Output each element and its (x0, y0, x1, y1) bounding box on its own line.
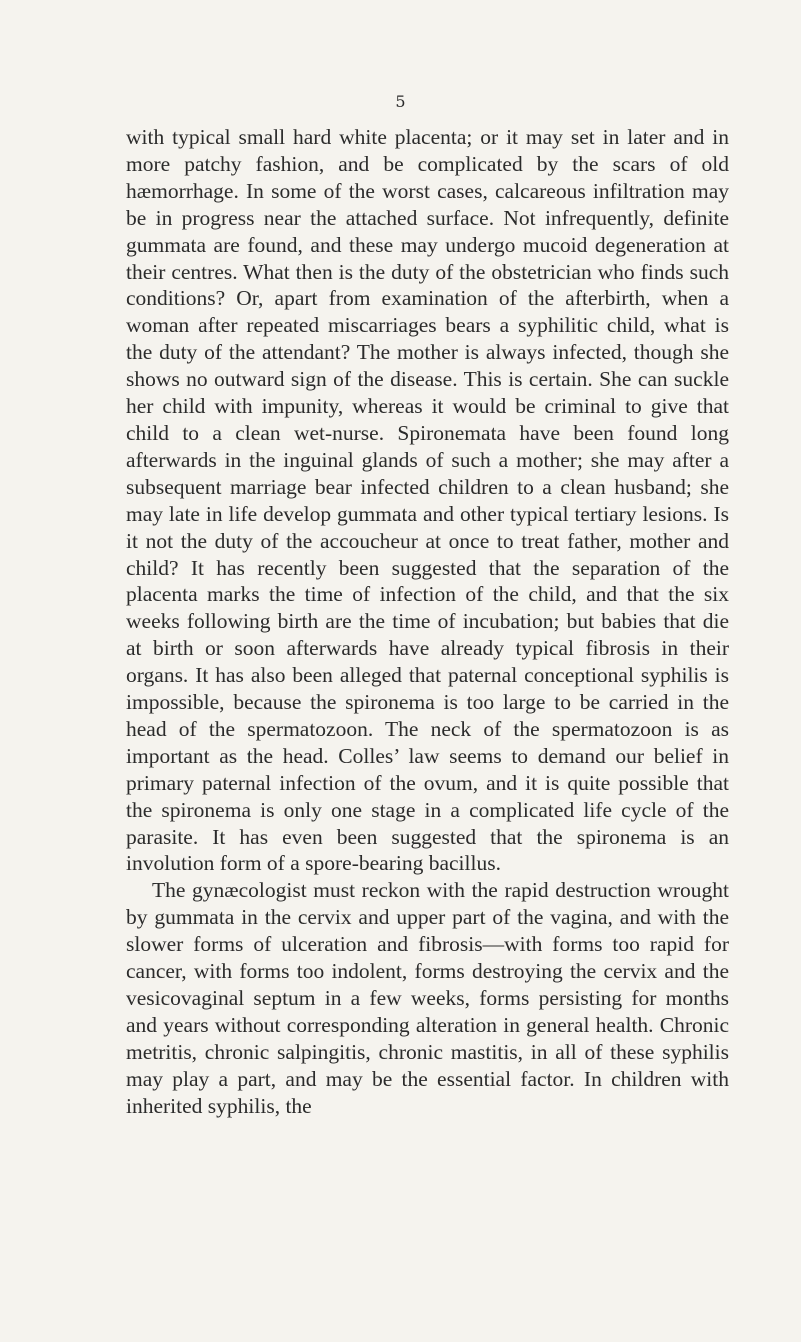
paragraph-2: The gynæcologist must reckon with the rapid destruction wrought by gummata in the cervix and upper part of the vagina, and with the slower forms of ulceration and fibrosis—with forms too rapid for cancer, with forms too indolent, forms destroying the cervix and the vesicovaginal septum in a few weeks, forms persisting for months and years without corresponding alteration in general health. Chronic metritis, chronic salpingitis, chronic mastitis, in all of these syphilis may play a part, and may be the essential factor. In children with inherited syphilis, the (126, 878, 729, 1118)
page-body (126, 124, 729, 1120)
page-number: 5 (395, 92, 406, 111)
paragraph-1: with typical small hard white placenta; or it may set in later and in more patchy fashion, and be complicated by the scars of old hæmorrhage. In some of the worst cases, calcareous infiltration may be in progress near the attached surface. Not infrequently, definite gummata are found, and these may undergo mucoid degeneration at their centres. What then is the duty of the obstetrician who finds such conditions? Or, apart from examination of the afterbirth, when a woman after repeated miscarriages bears a syphilitic child, what is the duty of the attendant? The mother is always infected, though she shows no outward sign of the disease. This is certain. She can suckle her child with impunity, whereas it would be criminal to give that child to a clean wet-nurse. Spironemata have been found long afterwards in the inguinal glands of such a mother; she may after a subsequent marriage bear infected children to a clean husband; she may late in life develop gummata and other typical tertiary lesions. Is it not the duty of the accoucheur at once to treat father, mother and child? It has recently been suggested that the separation of the placenta marks the time of infection of the child, and that the six weeks following birth are the time of incubation; but babies that die at birth or soon afterwards have already typical fibrosis in their organs. It has also been alleged that paternal conceptional syphilis is impossible, because the spironema is too large to be carried in the head of the spermatozoon. The neck of the spermatozoon is as important as the head. Colles’ law seems to demand our belief in primary paternal infection of the ovum, and it is quite possible that the spironema is only one stage in a complicated life cycle of the parasite. It has even been suggested that the spironema is an involution form of a spore-bearing bacillus. (126, 125, 729, 876)
